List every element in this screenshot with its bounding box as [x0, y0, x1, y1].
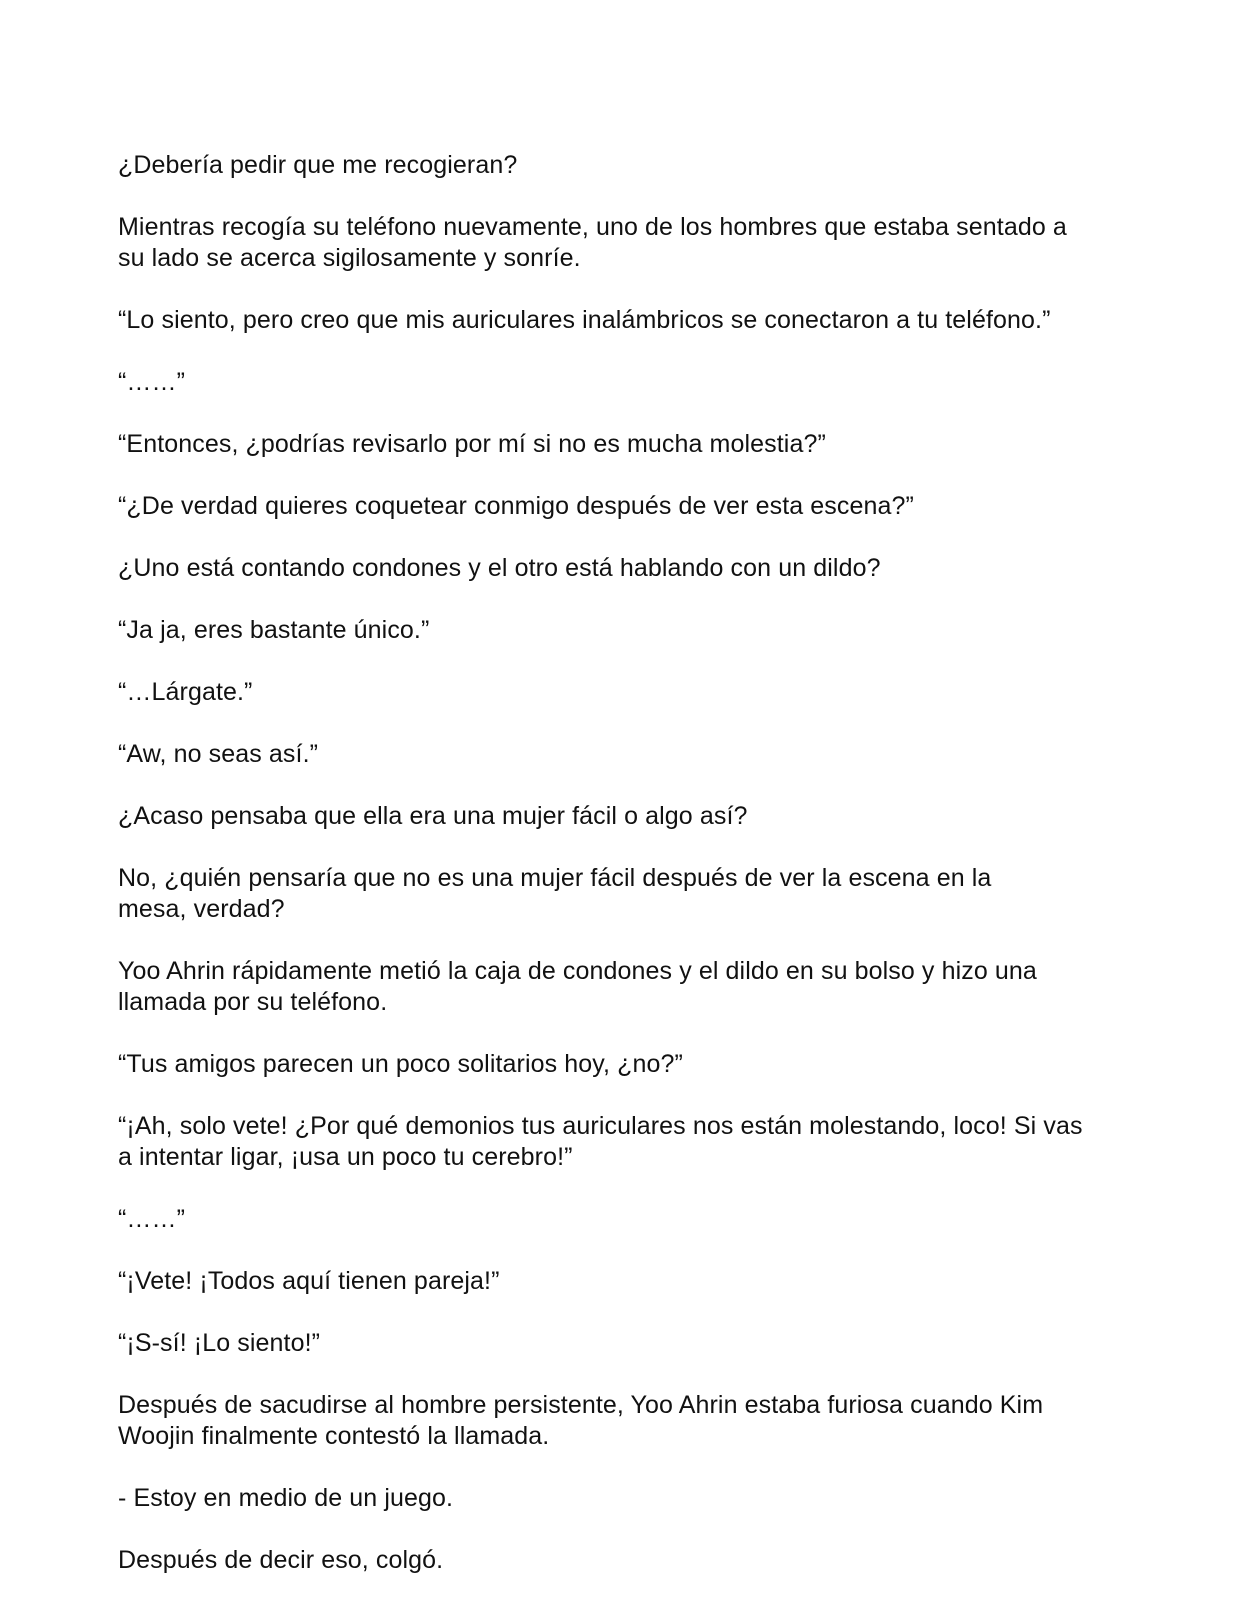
paragraph: “¡Ah, solo vete! ¿Por qué demonios tus auriculares nos están molestando, loco! Si vas a intentar ligar, ¡usa un poco tu cerebro!”	[118, 1112, 1083, 1171]
paragraph: “Lo siento, pero creo que mis auriculares inalámbricos se conectaron a tu teléfono.”	[118, 306, 1051, 334]
paragraph: Mientras recogía su teléfono nuevamente, uno de los hombres que estaba sentado a su lado se acerca sigilosamente y sonríe.	[118, 213, 1067, 272]
paragraph: Después de decir eso, colgó.	[118, 1546, 444, 1574]
paragraph: “¡Vete! ¡Todos aquí tienen pareja!”	[118, 1267, 500, 1295]
paragraph: “Ja ja, eres bastante único.”	[118, 616, 430, 644]
paragraph: No, ¿quién pensaría que no es una mujer fácil después de ver la escena en la mesa, verdad?	[118, 864, 992, 923]
paragraph: ¿Debería pedir que me recogieran?	[118, 151, 518, 179]
document-body	[118, 150, 1128, 1607]
paragraph: “Entonces, ¿podrías revisarlo por mí si no es mucha molestia?”	[118, 430, 826, 458]
paragraph: “¡S-sí! ¡Lo siento!”	[118, 1329, 321, 1357]
paragraph: “Aw, no seas así.”	[118, 740, 319, 768]
paragraph: “……”	[118, 368, 186, 396]
paragraph: “Tus amigos parecen un poco solitarios hoy, ¿no?”	[118, 1050, 683, 1078]
paragraph: - Estoy en medio de un juego.	[118, 1484, 454, 1512]
paragraph: Yoo Ahrin rápidamente metió la caja de condones y el dildo en su bolso y hizo una llamada por su teléfono.	[118, 957, 1037, 1016]
paragraph: “¿De verdad quieres coquetear conmigo después de ver esta escena?”	[118, 492, 914, 520]
paragraph: “……”	[118, 1205, 186, 1233]
paragraph: ¿Uno está contando condones y el otro está hablando con un dildo?	[118, 554, 881, 582]
paragraph: ¿Acaso pensaba que ella era una mujer fácil o algo así?	[118, 802, 748, 830]
paragraph: “…Lárgate.”	[118, 678, 253, 706]
paragraph: Después de sacudirse al hombre persistente, Yoo Ahrin estaba furiosa cuando Kim Woojin finalmente contestó la llamada.	[118, 1391, 1044, 1450]
